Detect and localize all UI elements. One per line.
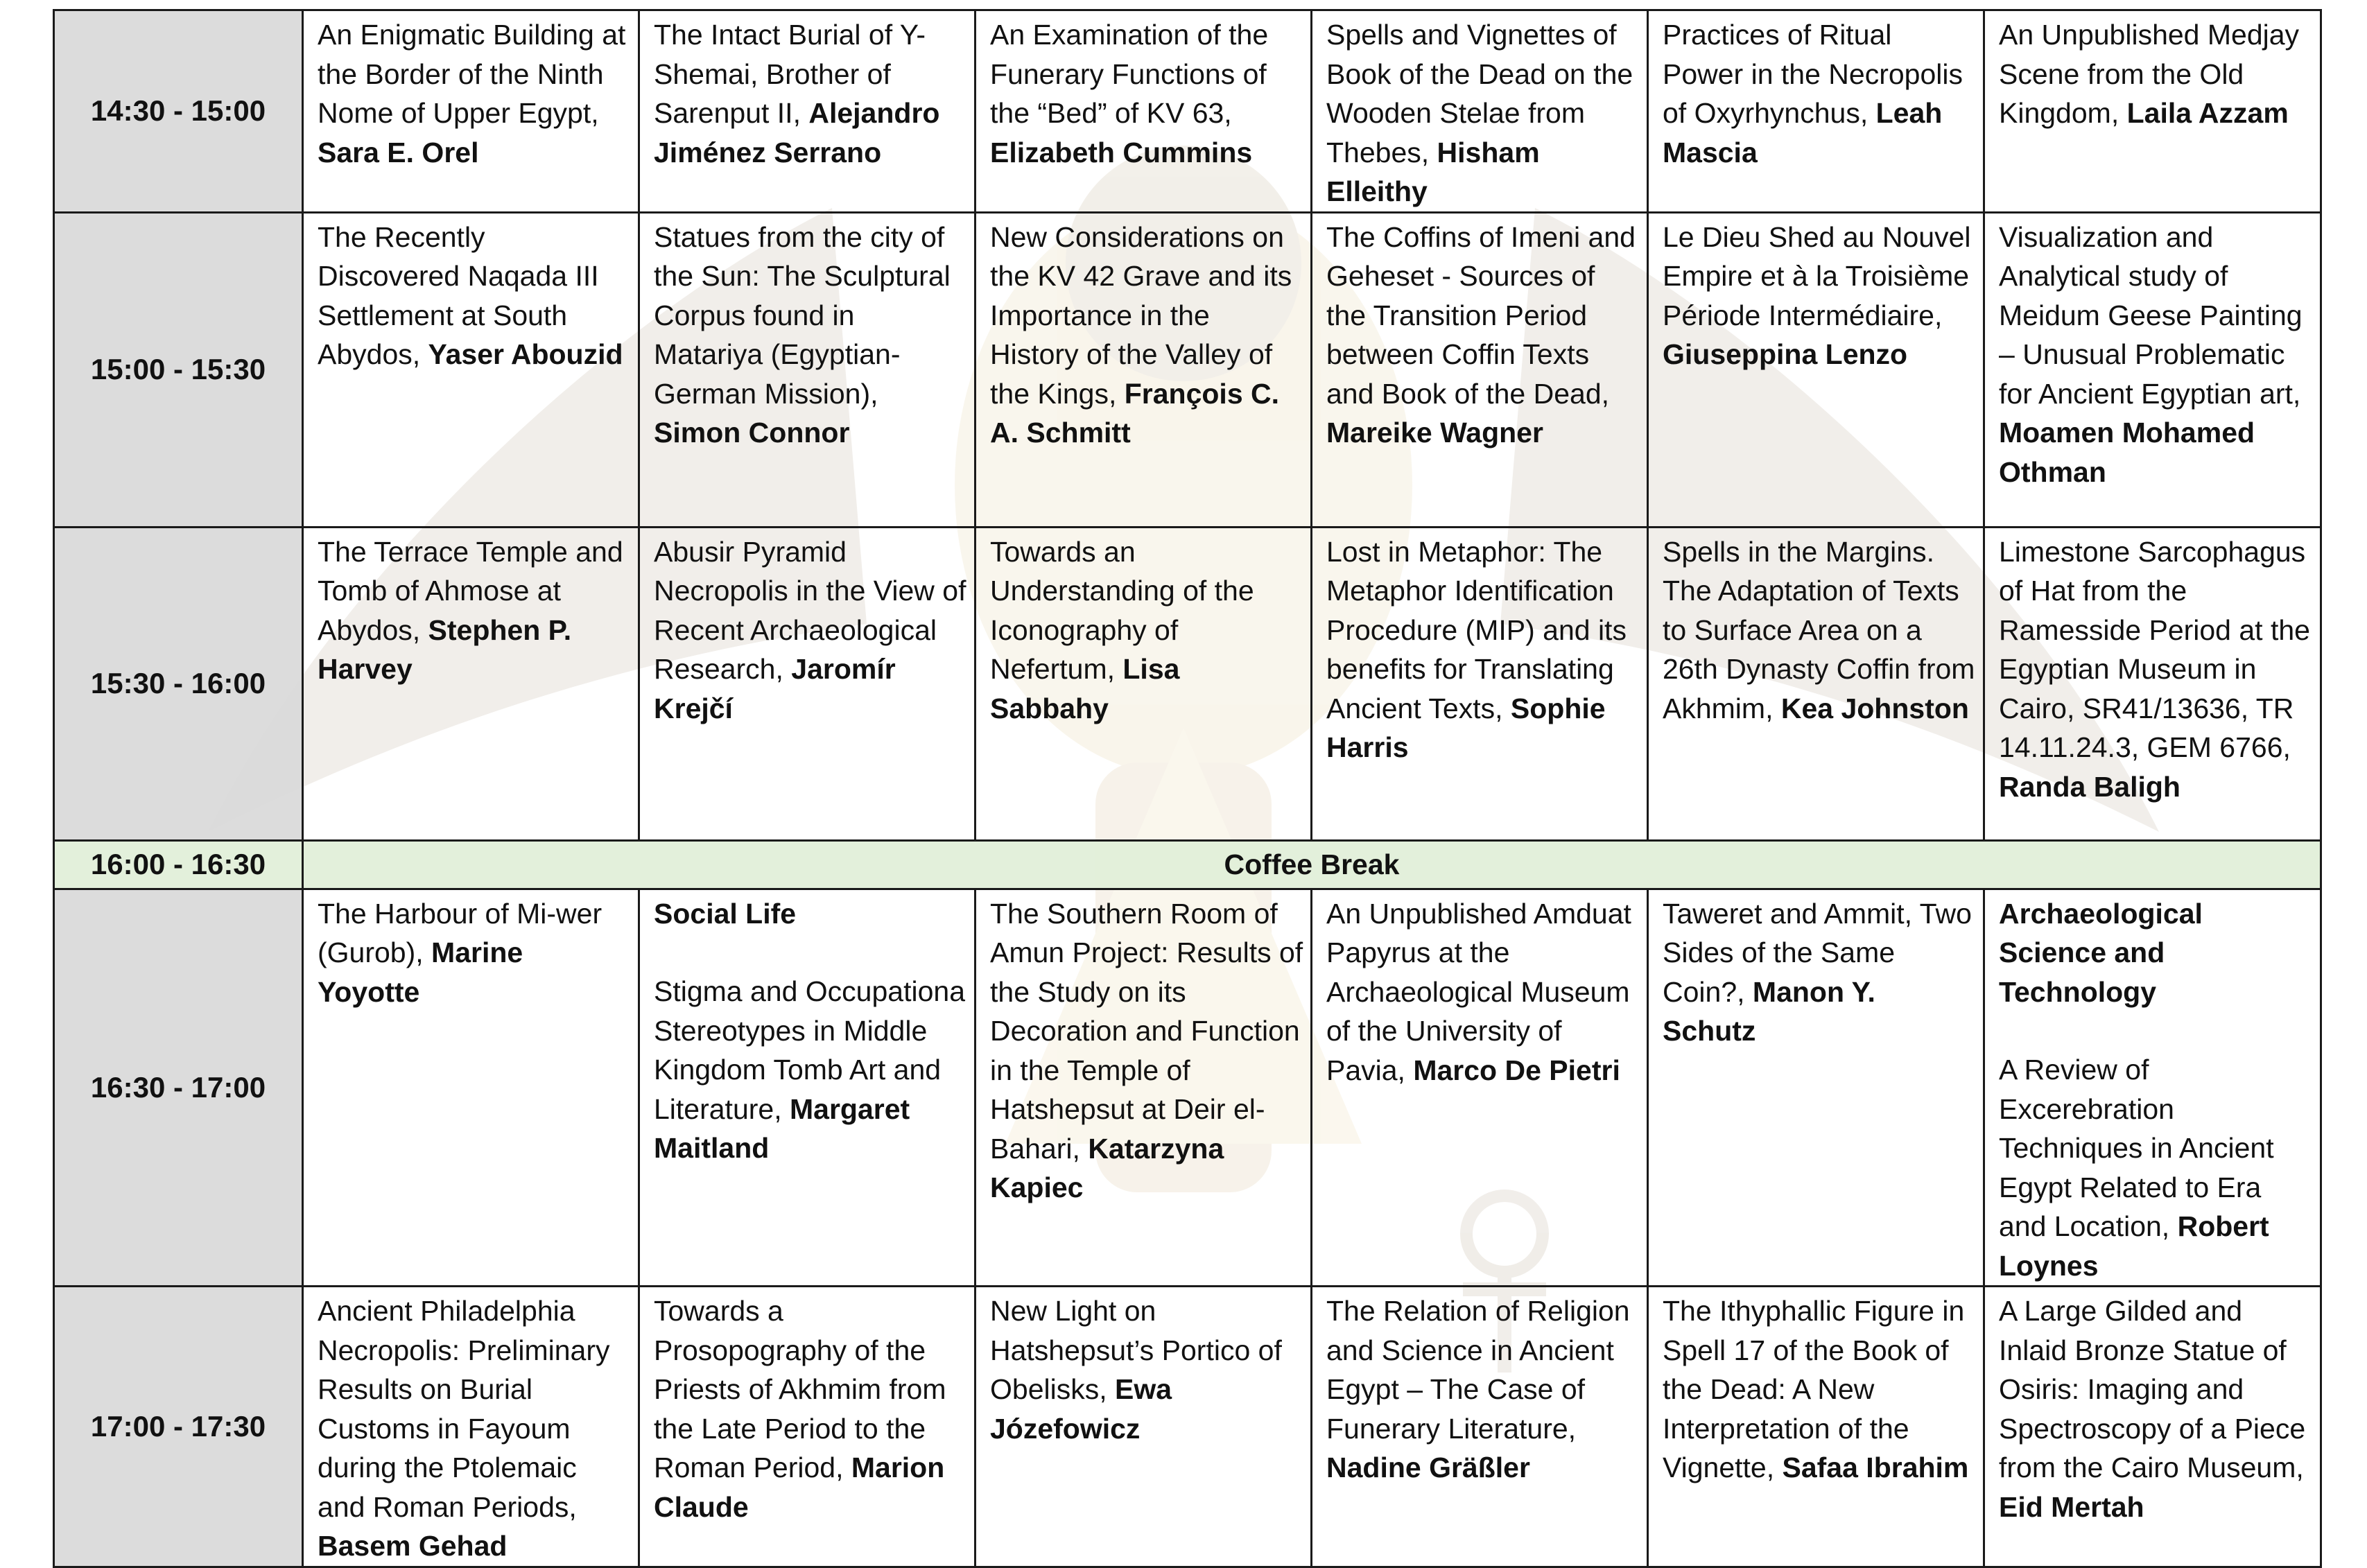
talk-author: Marco De Pietri <box>1413 1054 1620 1086</box>
time-slot: 16:00 - 16:30 <box>54 840 303 889</box>
talk-author: Jaromír Krejčí <box>654 653 896 724</box>
talk-title: Abusir Pyramid Necropolis in the View of Recent Archaeological Research, <box>654 535 966 685</box>
talk-author: François C. A. Schmitt <box>990 377 1280 448</box>
talk-title: Lost in Metaphor: The Metaphor Identification Procedure (MIP) and its benefits for Translating Ancient Texts, <box>1326 535 1627 724</box>
talk-title: An Examination of the Funerary Functions of the “Bed” of KV 63, <box>990 19 1269 129</box>
talk-cell <box>639 212 976 527</box>
talk-title: A Review of Excerebration Techniques in Ancient Egypt Related to Era and Location, <box>1999 1054 2274 1242</box>
time-slot: 14:30 - 15:00 <box>54 10 303 213</box>
talk-title: An Unpublished Amduat Papyrus at the Archaeological Museum of the University of Pavia, <box>1326 897 1631 1086</box>
talk-title: The Terrace Temple and Tomb of Ahmose at Abydos, <box>318 535 623 646</box>
talk-author: Eid Mertah <box>1999 1490 2144 1523</box>
time-slot: 15:30 - 16:00 <box>54 527 303 840</box>
talk-author: Sara E. Orel <box>318 136 479 168</box>
time-slot: 16:30 - 17:00 <box>54 889 303 1287</box>
talk-author: Hisham Elleithy <box>1326 136 1540 207</box>
talk-cell <box>303 1287 639 1567</box>
talk-cell <box>1312 527 1648 840</box>
talk-cell <box>1312 1287 1648 1567</box>
talk-title: The Harbour of Mi-wer (Gurob), <box>318 897 602 968</box>
talk-cell <box>303 10 639 213</box>
schedule-row <box>54 527 2321 840</box>
schedule-row <box>54 10 2321 213</box>
session-heading: Social Life <box>654 897 797 930</box>
coffee-break-label: Coffee Break <box>303 840 2321 889</box>
talk-title: Visualization and Analytical study of Meidum Geese Painting – Unusual Problematic for Ancient Egyptian art, <box>1999 220 2303 410</box>
schedule-row <box>54 889 2321 1287</box>
talk-cell <box>303 212 639 527</box>
talk-cell <box>1648 889 1984 1287</box>
talk-cell <box>976 212 1312 527</box>
talk-cell <box>303 889 639 1287</box>
talk-title: Statues from the city of the Sun: The Sculptural Corpus found in Matariya (Egyptian-German Mission), <box>654 220 951 410</box>
talk-author: Randa Baligh <box>1999 770 2180 803</box>
talk-author: Marine Yoyotte <box>318 937 523 1008</box>
talk-cell <box>1984 212 2321 527</box>
talk-cell <box>1312 889 1648 1287</box>
talk-title: An Unpublished Medjay Scene from the Old Kingdom, <box>1999 19 2300 129</box>
talk-title: Stigma and Occupationa Stereotypes in Middle Kingdom Tomb Art and Literature, <box>654 975 965 1125</box>
talk-author: Margaret Maitland <box>654 1092 910 1164</box>
talk-cell <box>1312 10 1648 213</box>
talk-author: Yaser Abouzid <box>428 338 623 370</box>
talk-author: Marion Claude <box>654 1452 945 1523</box>
talk-title: Taweret and Ammit, Two Sides of the Same Coin?, <box>1663 897 1972 1008</box>
talk-title: Towards an Understanding of the Iconography of Nefertum, <box>990 535 1254 685</box>
talk-cell <box>303 527 639 840</box>
talk-title: The Coffins of Imeni and Geheset - Sources of the Transition Period between Coffin Texts and Book of the Dead, <box>1326 220 1636 410</box>
talk-author: Laila Azzam <box>2126 97 2289 129</box>
session-heading: Archaeological Science and Technology <box>1999 897 2203 1008</box>
talk-cell <box>639 10 976 213</box>
talk-author: Alejandro Jiménez Serrano <box>654 97 940 168</box>
talk-title: Spells and Vignettes of Book of the Dead on the Wooden Stelae from Thebes, <box>1326 19 1633 168</box>
talk-author: Elizabeth Cummins <box>990 136 1253 168</box>
talk-cell <box>1984 10 2321 213</box>
talk-title: The Recently Discovered Naqada III Settlement at South Abydos, <box>318 220 599 370</box>
talk-author: Kea Johnston <box>1780 692 1969 724</box>
talk-author: Moamen Mohamed Othman <box>1999 417 2255 488</box>
talk-cell <box>976 1287 1312 1567</box>
talk-author: Nadine Gräßler <box>1326 1452 1530 1483</box>
talk-title: Practices of Ritual Power in the Necropolis of Oxyrhynchus, <box>1663 19 1963 129</box>
talk-title: The Southern Room of Amun Project: Results of the Study on its Decoration and Function in the Temple of Hatshepsut at Deir el-Bahari, <box>990 897 1303 1165</box>
talk-title: The Ithyphallic Figure in Spell 17 of the Book of the Dead: A New Interpretation of the Vignette, <box>1663 1295 1965 1483</box>
talk-author: Basem Gehad <box>318 1530 508 1562</box>
talk-title: Towards a Prosopography of the Priests of Akhmim from the Late Period to the Roman Period, <box>654 1295 946 1483</box>
talk-author: Katarzyna Kapiec <box>990 1132 1224 1203</box>
talk-cell <box>639 1287 976 1567</box>
schedule-row <box>54 212 2321 527</box>
schedule-row <box>54 1287 2321 1567</box>
talk-title: Ancient Philadelphia Necropolis: Preliminary Results on Burial Customs in Fayoum during the Ptolemaic and Roman Periods, <box>318 1295 610 1523</box>
talk-author: Stephen P. Harvey <box>318 613 572 685</box>
talk-title: A Large Gilded and Inlaid Bronze Statue of Osiris: Imaging and Spectroscopy of a Piece from the Cairo Museum, <box>1999 1295 2306 1483</box>
talk-author: Ewa Józefowicz <box>990 1373 1172 1445</box>
talk-cell <box>976 889 1312 1287</box>
time-slot: 17:00 - 17:30 <box>54 1287 303 1567</box>
talk-cell <box>639 527 976 840</box>
talk-cell <box>639 889 976 1287</box>
talk-cell <box>1984 527 2321 840</box>
talk-author: Leah Mascia <box>1663 97 1943 168</box>
time-slot: 15:00 - 15:30 <box>54 212 303 527</box>
coffee-break-row <box>54 840 2321 889</box>
talk-author: Giuseppina Lenzo <box>1663 338 1908 370</box>
talk-title: New Light on Hatshepsut’s Portico of Obelisks, <box>990 1295 1282 1405</box>
talk-cell <box>1648 1287 1984 1567</box>
talk-cell <box>1648 10 1984 213</box>
talk-cell <box>1984 1287 2321 1567</box>
talk-title: Spells in the Margins. The Adaptation of Texts to Surface Area on a 26th Dynasty Coffin from Akhmim, <box>1663 535 1975 724</box>
talk-author: Safaa Ibrahim <box>1782 1452 1969 1483</box>
talk-cell <box>1648 527 1984 840</box>
talk-author: Robert Loynes <box>1999 1210 2269 1282</box>
talk-author: Simon Connor <box>654 417 850 448</box>
talk-cell <box>1312 212 1648 527</box>
talk-author: Lisa Sabbahy <box>990 653 1180 724</box>
talk-author: Manon Y. Schutz <box>1663 975 1875 1047</box>
talk-cell <box>1984 889 2321 1287</box>
talk-title: Le Dieu Shed au Nouvel Empire et à la Troisième Période Intermédiaire, <box>1663 220 1971 331</box>
talk-title: The Relation of Religion and Science in Ancient Egypt – The Case of Funerary Literature, <box>1326 1295 1630 1445</box>
talk-cell <box>1648 212 1984 527</box>
program-schedule-table <box>53 9 2322 1568</box>
talk-author: Sophie Harris <box>1326 692 1606 763</box>
talk-cell <box>976 10 1312 213</box>
talk-title: New Considerations on the KV 42 Grave and its Importance in the History of the Valley of the Kings, <box>990 220 1292 410</box>
talk-author: Mareike Wagner <box>1326 417 1543 448</box>
talk-title: Limestone Sarcophagus of Hat from the Ramesside Period at the Egyptian Museum in Cairo, SR41/13636, TR 14.11.24.3, GEM 6766, <box>1999 535 2310 763</box>
talk-title: The Intact Burial of Y-Shemai, Brother of Sarenput II, <box>654 19 926 129</box>
talk-title: An Enigmatic Building at the Border of the Ninth Nome of Upper Egypt, <box>318 19 626 129</box>
talk-cell <box>976 527 1312 840</box>
